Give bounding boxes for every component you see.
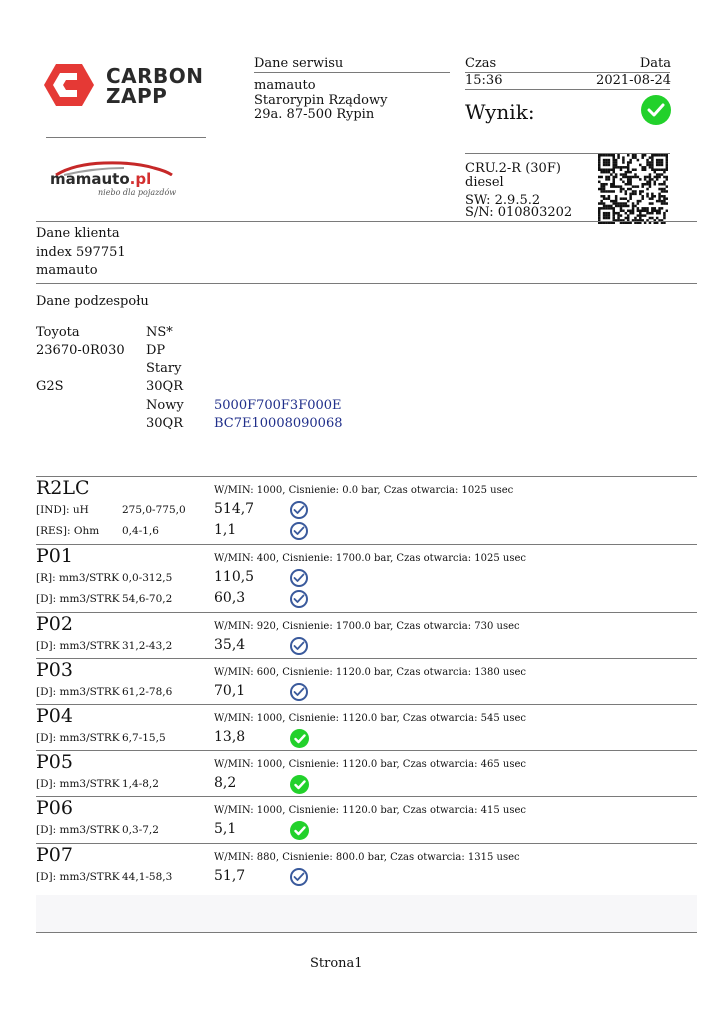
partner-tagline: niebo dla pojazdów — [98, 188, 177, 197]
test-name: P02 — [36, 613, 73, 635]
component-ns: NS* — [146, 325, 173, 340]
measure-range: 1,4-8,2 — [122, 778, 159, 790]
component-new-code: 5000F700F3F000E — [214, 398, 342, 413]
footer-divider — [36, 932, 697, 933]
pass-check-filled-icon — [290, 729, 309, 748]
test-divider — [36, 796, 697, 797]
client-name: mamauto — [36, 263, 98, 278]
client-divider — [36, 283, 697, 284]
test-divider — [36, 612, 697, 613]
partner-logo-text — [50, 170, 151, 188]
device-sw: SW: 2.9.5.2 — [465, 193, 541, 208]
pass-check-outline-icon — [290, 683, 308, 701]
test-conditions: W/MIN: 1000, Cisnienie: 1120.0 bar, Czas otwarcia: 415 usec — [214, 805, 526, 816]
measure-value: 110,5 — [214, 569, 255, 585]
component-code-2: 30QR — [146, 416, 183, 431]
logo-line-1: CARBON — [106, 64, 204, 88]
carbon-zapp-logo-icon — [44, 62, 94, 108]
logo-line-2: ZAPP — [106, 84, 168, 108]
pass-check-outline-icon — [290, 569, 308, 587]
footer-shade — [36, 895, 697, 932]
time-value: 15:36 — [465, 73, 503, 88]
test-divider — [36, 658, 697, 659]
measure-label: [D]: mm3/STRK — [36, 824, 120, 836]
test-divider — [36, 843, 697, 844]
component-part-no: 23670-0R030 — [36, 343, 125, 358]
component-dp: DP — [146, 343, 166, 358]
component-header: Dane podzespołu — [36, 294, 149, 309]
pass-check-outline-icon — [290, 590, 308, 608]
test-divider — [36, 750, 697, 751]
measure-label: [RES]: Ohm — [36, 525, 100, 537]
measure-value: 1,1 — [214, 522, 237, 538]
measure-label: [D]: mm3/STRK — [36, 593, 120, 605]
result-check-icon — [641, 95, 671, 125]
measure-label: [D]: mm3/STRK — [36, 871, 120, 883]
measure-value: 5,1 — [214, 821, 237, 837]
result-label: Wynik: — [465, 100, 535, 124]
test-name: P05 — [36, 751, 73, 773]
measure-label: [D]: mm3/STRK — [36, 686, 120, 698]
pass-check-filled-icon — [290, 821, 309, 840]
component-code-1: 30QR — [146, 379, 183, 394]
measure-range: 61,2-78,6 — [122, 686, 173, 698]
measure-range: 6,7-15,5 — [122, 732, 166, 744]
component-new: Nowy — [146, 398, 184, 413]
test-conditions: W/MIN: 1000, Cisnienie: 0.0 bar, Czas otwarcia: 1025 usec — [214, 485, 514, 496]
measure-value: 8,2 — [214, 775, 237, 791]
test-name: R2LC — [36, 477, 90, 499]
test-name: P07 — [36, 844, 73, 866]
test-name: P06 — [36, 797, 73, 819]
partner-logo-domain: .pl — [129, 170, 152, 188]
time-value-line — [465, 89, 670, 90]
measure-label: [R]: mm3/STRK — [36, 572, 120, 584]
test-conditions: W/MIN: 400, Cisnienie: 1700.0 bar, Czas otwarcia: 1025 usec — [214, 553, 526, 564]
test-conditions: W/MIN: 920, Cisnienie: 1700.0 bar, Czas otwarcia: 730 usec — [214, 621, 520, 632]
pass-check-outline-icon — [290, 868, 308, 886]
measure-value: 13,8 — [214, 729, 246, 745]
test-name: P03 — [36, 659, 73, 681]
test-name: P04 — [36, 705, 73, 727]
measure-label: [D]: mm3/STRK — [36, 640, 120, 652]
test-name: P01 — [36, 545, 73, 567]
measure-value: 51,7 — [214, 868, 246, 884]
service-header: Dane serwisu — [254, 56, 344, 71]
measure-range: 275,0-775,0 — [122, 504, 186, 516]
component-code-2-value: BC7E10008090068 — [214, 416, 343, 431]
test-divider — [36, 544, 697, 545]
pass-check-outline-icon — [290, 501, 308, 519]
measure-range: 0,4-1,6 — [122, 525, 159, 537]
measure-range: 0,3-7,2 — [122, 824, 159, 836]
header-divider — [36, 221, 697, 222]
measure-range: 0,0-312,5 — [122, 572, 173, 584]
client-index: index 597751 — [36, 245, 126, 260]
test-conditions: W/MIN: 1000, Cisnienie: 1120.0 bar, Czas otwarcia: 545 usec — [214, 713, 526, 724]
device-sn: S/N: 010803202 — [465, 205, 573, 220]
test-divider — [36, 476, 697, 477]
logo-divider — [46, 137, 206, 138]
partner-logo-name: mamauto — [50, 170, 130, 188]
measure-label: [IND]: uH — [36, 504, 89, 516]
measure-value: 70,1 — [214, 683, 246, 699]
device-fuel: diesel — [465, 175, 504, 190]
service-address-1: Starorypin Rządowy — [254, 93, 388, 108]
component-g2s: G2S — [36, 379, 64, 394]
measure-value: 514,7 — [214, 501, 255, 517]
service-header-line — [254, 72, 450, 73]
measure-range: 54,6-70,2 — [122, 593, 173, 605]
service-name: mamauto — [254, 78, 316, 93]
time-label: Czas — [465, 56, 497, 71]
partner-logo — [50, 160, 180, 200]
measure-label: [D]: mm3/STRK — [36, 732, 120, 744]
date-label: Data — [639, 56, 671, 71]
qr-code — [598, 154, 668, 224]
measure-label: [D]: mm3/STRK — [36, 778, 120, 790]
date-value: 2021-08-24 — [596, 73, 671, 88]
measure-value: 60,3 — [214, 590, 246, 606]
client-header: Dane klienta — [36, 226, 120, 241]
test-conditions: W/MIN: 1000, Cisnienie: 1120.0 bar, Czas otwarcia: 465 usec — [214, 759, 526, 770]
page-number: Strona1 — [310, 956, 363, 971]
pass-check-filled-icon — [290, 775, 309, 794]
test-conditions: W/MIN: 600, Cisnienie: 1120.0 bar, Czas otwarcia: 1380 usec — [214, 667, 526, 678]
measure-range: 44,1-58,3 — [122, 871, 173, 883]
pass-check-outline-icon — [290, 522, 308, 540]
component-brand: Toyota — [36, 325, 80, 340]
service-address-2: 29a. 87-500 Rypin — [254, 107, 375, 122]
test-divider — [36, 704, 697, 705]
measure-value: 35,4 — [214, 637, 246, 653]
pass-check-outline-icon — [290, 637, 308, 655]
component-old: Stary — [146, 361, 182, 376]
carbon-zapp-logo — [44, 62, 204, 108]
test-conditions: W/MIN: 880, Cisnienie: 800.0 bar, Czas otwarcia: 1315 usec — [214, 852, 520, 863]
measure-range: 31,2-43,2 — [122, 640, 173, 652]
device-model: CRU.2-R (30F) — [465, 161, 561, 176]
